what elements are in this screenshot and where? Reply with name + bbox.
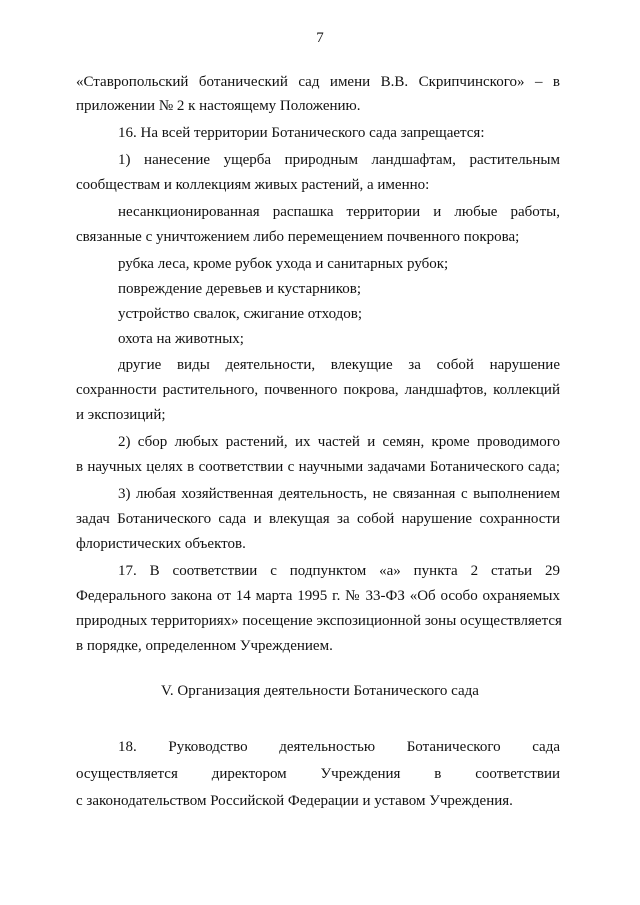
text-line: с законодательством Российской Федерации и уставом Учреждения.	[76, 793, 513, 809]
text-line: в научных целях в соответствии с научными задачами Ботанического сада;	[76, 459, 560, 475]
text-line: приложении № 2 к настоящему Положению.	[76, 98, 361, 114]
text-line: 16. На всей территории Ботанического сада запрещается:	[118, 125, 485, 141]
text-line: сохранности растительного, почвенного покрова, ландшафтов, коллекций	[76, 382, 560, 398]
text-line: рубка леса, кроме рубок ухода и санитарных рубок;	[118, 256, 449, 272]
text-line: и экспозиций;	[76, 407, 166, 423]
text-line: задач Ботанического сада и влекущая за собой нарушение сохранности	[76, 511, 560, 527]
text-line: сообществам и коллекциям живых растений, а именно:	[76, 177, 430, 193]
text-line: 17. В соответствии с подпунктом «а» пункта 2 статьи 29	[118, 563, 560, 579]
text-line: 3) любая хозяйственная деятельность, не связанная с выполнением	[118, 486, 560, 502]
text-line: Федерального закона от 14 марта 1995 г. № 33-ФЗ «Об особо охраняемых	[76, 588, 560, 604]
text-line: осуществляется директором Учреждения в соответствии	[76, 766, 560, 782]
text-line: несанкционированная распашка территории и любые работы,	[118, 204, 560, 220]
text-line: флористических объектов.	[76, 536, 246, 552]
text-line: 2) сбор любых растений, их частей и семян, кроме проводимого	[118, 434, 560, 450]
text-line: другие виды деятельности, влекущие за собой нарушение	[118, 357, 560, 373]
text-line: природных территориях» посещение экспозиционной зоны осуществляется	[76, 613, 562, 629]
text-line: связанные с уничтожением либо перемещением почвенного покрова;	[76, 229, 520, 245]
text-line: 1) нанесение ущерба природным ландшафтам, растительным	[118, 152, 560, 168]
section-heading: V. Организация деятельности Ботанического сада	[161, 683, 479, 699]
text-line: в порядке, определенном Учреждением.	[76, 638, 333, 654]
text-line: охота на животных;	[118, 331, 244, 347]
text-line: 18. Руководство деятельностью Ботанического сада	[118, 739, 560, 755]
page-number: 7	[316, 30, 324, 46]
text-line: повреждение деревьев и кустарников;	[118, 281, 361, 297]
text-line: «Ставропольский ботанический сад имени В.В. Скрипчинского» – в	[76, 74, 560, 90]
text-line: устройство свалок, сжигание отходов;	[118, 306, 363, 322]
